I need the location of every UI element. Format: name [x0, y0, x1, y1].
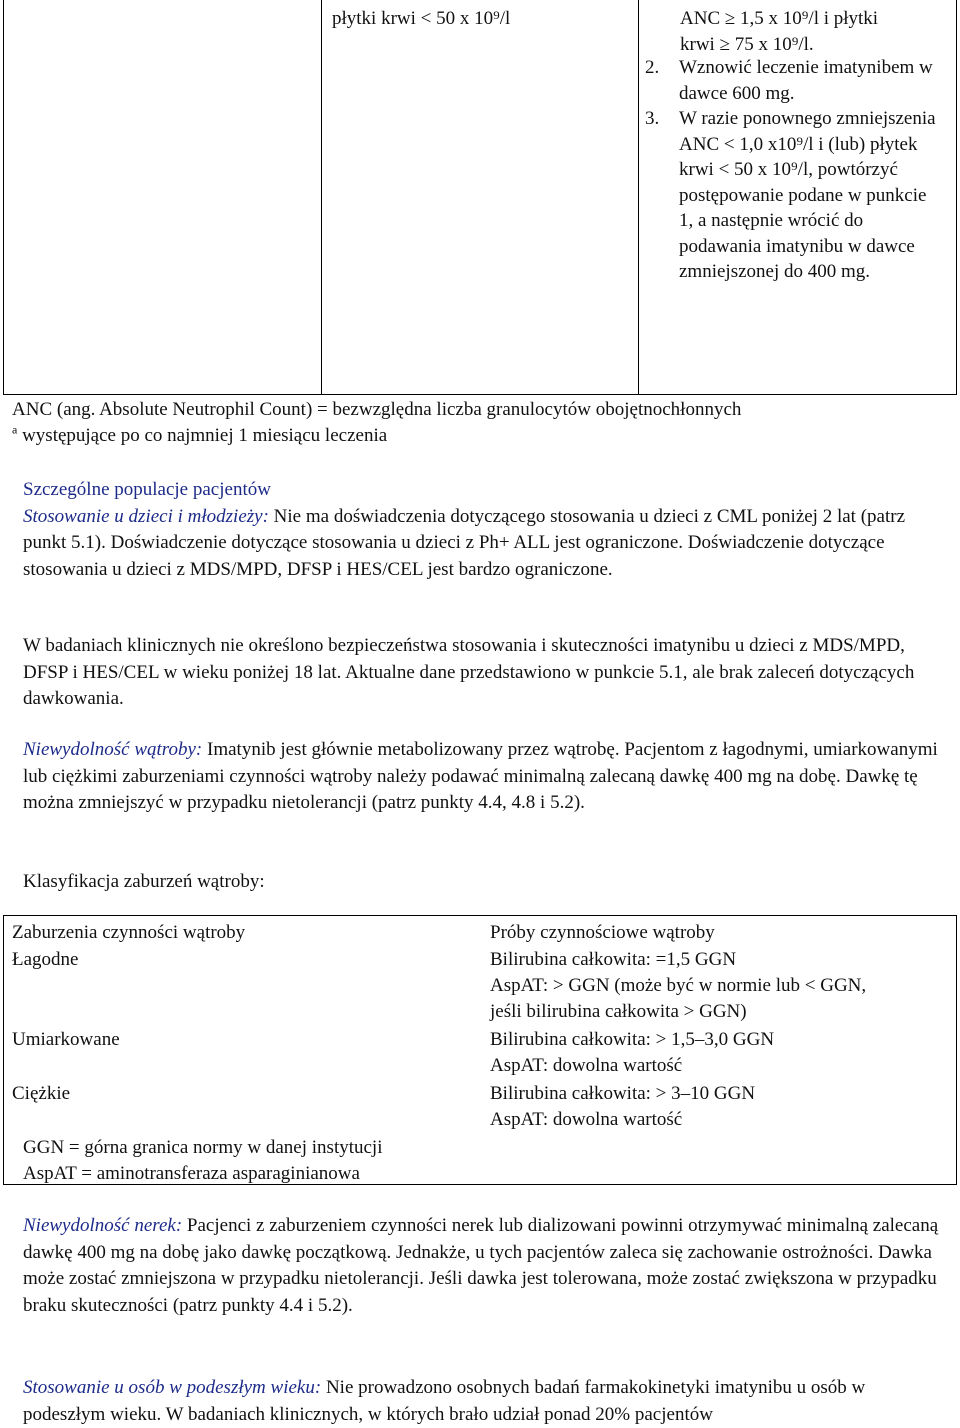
legend-aspat: AspAT = aminotransferaza asparaginianowa: [23, 1163, 360, 1184]
test-line: Bilirubina całkowita: > 3–10 GGN: [490, 1083, 756, 1104]
tests-severe: [490, 1081, 755, 1133]
test-line: AspAT: dowolna wartość: [490, 1055, 683, 1076]
elderly-paragraph: [23, 1375, 943, 1428]
liver-paragraph: [23, 737, 943, 817]
children-text: Nie ma doświadczenia dotyczącego stosowania u dzieci z CML poniżej 2 lat (patrz punkt 5.1). Doświadczenie dotyczące stosowania u dzieci z Ph+ ALL jest ograniczone. Doświadczenie dotyczące stosowania u dzieci z MDS/MPD, DFSP i HES/CEL jest bardzo ograniczone.: [23, 505, 906, 580]
severity-severe: Ciężkie: [12, 1083, 71, 1104]
step-number: 2.: [645, 57, 660, 78]
children-label: Stosowanie u dzieci i młodzieży:: [23, 505, 269, 527]
step-text: Wznowić leczenie imatynibem w dawce 600 mg.: [679, 57, 933, 104]
step-list: [645, 55, 945, 285]
kidney-label: Niewydolność nerek:: [23, 1215, 183, 1236]
liver-table-header-severity: Zaburzenia czynności wątroby: [12, 922, 246, 943]
elderly-label: Stosowanie u osób w podeszłym wieku:: [23, 1377, 322, 1398]
table-divider: [321, 0, 322, 395]
footnote-marker: a: [12, 422, 18, 437]
liver-text: Imatynib jest głównie metabolizowany przez wątrobę. Pacjentom z łagodnymi, umiarkowanymi lub ciężkimi zaburzeniami czynności wątroby należy podawać minimalną zalecaną dawkę 400 mg na dobę. Dawkę tę można zmniejszyć w przypadku nietolerancji (patrz punkty 4.4, 4.8 i 5.2).: [23, 739, 938, 813]
list-item: [645, 55, 945, 106]
table-divider: [638, 0, 639, 395]
legend-ggn: GGN = górna granica normy w danej instytucji: [23, 1137, 383, 1158]
kidney-paragraph: [23, 1213, 943, 1319]
elderly-text: Nie prowadzono osobnych badań farmakokinetyki imatynibu u osób w podeszłym wieku. W badaniach klinicznych, w których brało udział ponad 20% pacjentów: [23, 1377, 866, 1425]
severity-mild: Łagodne: [12, 949, 79, 970]
liver-label: Niewydolność wątroby:: [23, 739, 203, 760]
children-paragraph-2: W badaniach klinicznych nie określono bezpieczeństwa stosowania i skuteczności imatynibu u dzieci z MDS/MPD, DFSP i HES/CEL w wieku poniżej 18 lat. Aktualne dane przedstawiono w punkcie 5.1, ale brak zaleceń dotyczących dawkowania.: [23, 635, 915, 709]
footnote-anc: ANC (ang. Absolute Neutrophil Count) = bezwzględna liczba granulocytów obojętnochłonnych: [12, 399, 742, 420]
footnote-text: występujące po co najmniej 1 miesiącu leczenia: [22, 425, 388, 446]
tests-moderate: [490, 1027, 774, 1079]
list-item: [645, 106, 945, 285]
cell-line: ANC ≥ 1,5 x 10⁹/l i płytki: [680, 8, 879, 29]
step-number: 3.: [645, 108, 660, 129]
tests-mild: [490, 947, 866, 1025]
test-line: jeśli bilirubina całkowita > GGN): [490, 1001, 747, 1022]
cell-line: krwi ≥ 75 x 10⁹/l.: [680, 33, 814, 55]
cell-anc-recovery: [680, 6, 950, 57]
kidney-text: Pacjenci z zaburzeniem czynności nerek lub dializowani powinni otrzymywać minimalną zalecaną dawkę 400 mg na dobę jako dawkę początkową. Jednakże, u tych pacjentów zaleca się zachowanie ostrożności. Dawka może zostać zmniejszona w przypadku nietolerancji. Jeśli dawka jest tolerowana, może zostać zwiększona w przypadku braku skuteczności (patrz punkty 4.4 i 5.2).: [23, 1215, 939, 1316]
test-line: Bilirubina całkowita: =1,5 GGN: [490, 949, 737, 970]
children-paragraph: [23, 504, 943, 584]
section-heading: Szczególne populacje pacjentów: [23, 479, 271, 500]
test-line: AspAT: > GGN (może być w normie lub < GGN,: [490, 975, 867, 996]
liver-classification-heading: Klasyfikacja zaburzeń wątroby:: [23, 871, 265, 892]
step-text: W razie ponownego zmniejszenia ANC < 1,0 x10⁹/l i (lub) płytek krwi < 50 x 10⁹/l, powtórzyć postępowanie podane w punkcie 1, a następnie wrócić do podawania imatynibu w dawce zmniejszonej do 400 mg.: [679, 108, 936, 282]
cell-platelets: płytki krwi < 50 x 10⁹/l: [332, 8, 511, 29]
liver-table-header-tests: Próby czynnościowe wątroby: [490, 922, 715, 943]
test-line: AspAT: dowolna wartość: [490, 1109, 683, 1130]
severity-moderate: Umiarkowane: [12, 1029, 120, 1050]
special-populations-section: [23, 477, 943, 583]
footnote-a: [12, 423, 942, 449]
test-line: Bilirubina całkowita: > 1,5–3,0 GGN: [490, 1029, 775, 1050]
